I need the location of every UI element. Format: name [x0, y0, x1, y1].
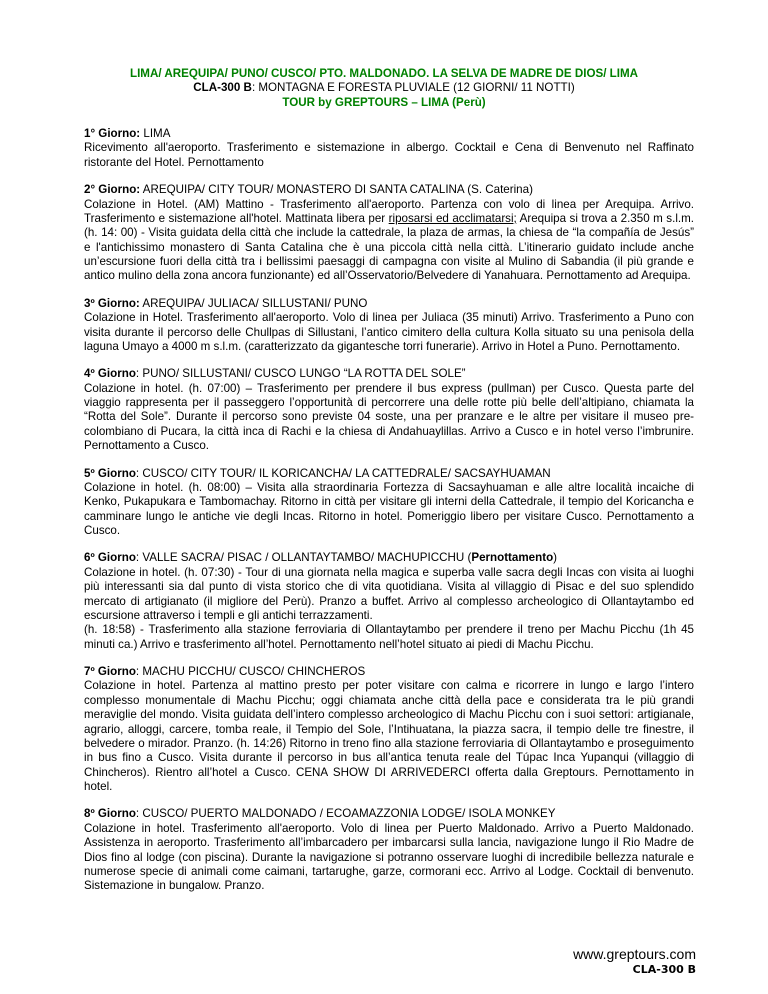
day-3 — [84, 297, 694, 355]
day-4 — [84, 367, 694, 453]
day-title — [84, 367, 694, 381]
day-7 — [84, 665, 694, 794]
day-label: 3º Giorno: — [84, 296, 140, 310]
day-label: 8º Giorno — [84, 807, 136, 821]
day-5 — [84, 467, 694, 539]
day-heading-bold: Pernottamento — [471, 551, 554, 565]
day-heading: : MACHU PICCHU/ CUSCO/ CHINCHEROS — [135, 665, 366, 678]
tour-operator: TOUR by GREPTOURS – LIMA (Perù) — [282, 95, 486, 109]
page-footer — [573, 946, 696, 977]
day-title — [84, 183, 694, 197]
day-heading: AREQUIPA/ JULIACA/ SILLUSTANI/ PUNO — [139, 296, 368, 310]
day-text: Colazione in hotel. Trasferimento all'aeroporto. Volo di linea per Puerto Maldonado. Arrivo a Puerto Maldonado. Assistenza in aeroporto. Trasferimento all’imbarcadero per imbarcarsi sulla lancia, navigazione lungo il Rio Madre de Dios fino al lodge (con piscina). Durante la navigazione si potranno osservare luoghi di incredibile bellezza naturale e numerose specie di animali come caimani, tartarughe, garze, cormorani ecc. Arrivo al Lodge. Cocktail di benvenuto. Sistemazione in bungalow. Pranzo. — [84, 821, 694, 893]
day-title — [84, 551, 694, 565]
day-8 — [84, 807, 694, 893]
day-text: Colazione in hotel. (h. 08:00) – Visita alla straordinaria Fortezza di Sacsayhuaman e alle altre località incaiche di Kenko, Pukapukara e Tambomachay. Ritorno in città per visitare gli interni della Cattedrale, il tempio del Koricancha e camminare lungo le antiche vie degli Incas. Ritorno in hotel. Pomeriggio libero per visitare Cusco. Pernottamento a Cusco. — [84, 480, 694, 537]
tour-description: : MONTAGNA E FORESTA PLUVIALE (12 GIORNI/ 11 NOTTI) — [251, 81, 575, 95]
day-1 — [84, 127, 694, 170]
day-heading-end: ) — [553, 551, 558, 565]
day-heading: LIMA — [140, 127, 171, 140]
document-header — [0, 67, 768, 110]
day-title — [84, 665, 694, 679]
day-heading: : PUNO/ SILLUSTANI/ CUSCO LUNGO “LA ROTTA DEL SOLE” — [135, 367, 466, 381]
day-text: Ricevimento all'aeroporto. Trasferimento e sistemazione in albergo. Cocktail e Cena di Benvenuto nel Raffinato ristorante del Hotel. Pernottamento — [84, 141, 694, 169]
day-label: 4º Giorno — [84, 367, 136, 381]
day-text-continued: (h. 18:58) - Trasferimento alla stazione ferroviaria di Ollantaytambo per prendere il treno per Machu Picchu (1h 45 minuti ca.) Arrivo e trasferimento all’hotel. Pernottamento nell’hotel situato ai piedi di Machu Picchu. — [84, 623, 694, 651]
day-title — [84, 807, 694, 821]
tour-code: CLA-300 B — [193, 81, 252, 95]
day-heading: : VALLE SACRA/ PISAC / OLLANTAYTAMBO/ MACHUPICCHU ( — [135, 551, 472, 565]
day-6 — [84, 551, 694, 652]
underlined-text: riposarsi ed acclimatarsi; — [388, 211, 517, 225]
day-title — [84, 467, 694, 481]
day-text-part: Arequipa si trova a 2.350 m s.l.m. (h. 14: 00) - Visita guidata della città che include la cattedrale, la plaza de armas, la chiesa de “la compañía de Jesús” e l'antichissimo monastero di Santa Catalina che è una piccola città nella città. L’itinerario guidato include anche un’escursione fuori della città tra i bellissimi paesaggi di campagna con visite al Mulino di Sabandia (il più grande e antico mulino della zona ancora funzionante) ed all’Osservatorio/Belvedere di Yanahuara. Pernottamento ad Arequipa. — [84, 211, 694, 283]
day-title — [84, 297, 694, 311]
day-text: Colazione in hotel. Partenza al mattino presto per poter visitare con calma e ricorrere in lungo e largo l’intero complesso monumentale di Machu Picchu; oggi chiamata anche città della pace e considerata tra le più grandi meraviglie del mondo. Visita guidata dell’intero complesso archeologico di Machu Picchu con i suoi settori: artigianale, agrario, alloggi, carcere, tomba reale, il Tempio del Sole, l’Intihuatana, la piazza sacra, il tempio delle tre finestre, il belvedere o mirador. Pranzo. (h. 14:26) Ritorno in treno fino alla stazione ferroviaria di Ollantaytambo e proseguimento in bus fino a Cusco. Visita durante il percorso in bus all’antica tenuta reale del Túpac Inca Yupanqui (villaggio di Chincheros). Rientro all’hotel a Cusco. CENA SHOW DI ARRIVEDERCI offerta dalla Greptours. Pernottamento in hotel. — [84, 679, 694, 793]
day-heading: AREQUIPA/ CITY TOUR/ MONASTERO DI SANTA CATALINA (S. Caterina) — [140, 183, 533, 197]
day-text: Colazione in hotel. (h. 07:00) – Trasferimento per prendere il bus express (pullman) per Cusco. Questa parte del viaggio rappresenta per il passeggero l’opportunità di percorrere una delle rotte più belle dell’altipiano, chiamata la “Rotta del Sole”. Durante il percorso sono previste 04 soste, una per pranzare e le altre per visitare il museo pre-colombiano di Pucara, la città inca di Rachi e la chiesa di Andahuaylillas. Arrivo a Cusco e in hotel verso l’imbrunire. Pernottamento a Cusco. — [84, 381, 694, 453]
tour-subtitle — [0, 81, 768, 95]
day-label: 5º Giorno — [84, 466, 136, 480]
day-heading: : CUSCO/ CITY TOUR/ IL KORICANCHA/ LA CATTEDRALE/ SACSAYHUAMAN — [135, 466, 551, 480]
day-label: 1° Giorno: — [84, 127, 141, 140]
day-text — [84, 198, 694, 284]
day-label: 2° Giorno: — [84, 183, 141, 197]
route-title: LIMA/ AREQUIPA/ PUNO/ CUSCO/ PTO. MALDONADO. LA SELVA DE MADRE DE DIOS/ LIMA — [130, 67, 638, 80]
itinerary — [84, 127, 694, 907]
footer-tour-code: CLA-300 B — [632, 963, 696, 977]
website-link[interactable]: www.greptours.com — [573, 946, 696, 962]
day-text: Colazione in Hotel. Trasferimento all'aeroporto. Volo di linea per Juliaca (35 minuti) Arrivo. Trasferimento a Puno con visita durante il percorso delle Chullpas di Sillustani, l’antico cimitero della cultura Kolla situato su una penisola della laguna Umayo a 4000 m s.l.m. (caratterizzato da gigantesche torri funerarie). Arrivo in Hotel a Puno. Pernottamento. — [84, 311, 694, 353]
day-label: 6º Giorno — [84, 551, 136, 565]
day-text: Colazione in hotel. (h. 07:30) - Tour di una giornata nella magica e superba valle sacra degli Incas con visita ai luoghi più interessanti sia dal punto di vista storico che di vita quotidiana. Visita al villaggio di Pisac e del suo splendido mercato di artigianato (il migliore del Perù). Pranzo a buffet. Arrivo al complesso archeologico di Ollantaytambo ed escursione attraverso i templi e gli antichi terrazzamenti. — [84, 565, 694, 622]
day-text-part: Colazione in Hotel. (AM) Mattino - Trasferimento all'aeroporto. Partenza con volo di linea per Arequipa. Arrivo. Trasferimento e sistemazione all'hotel. Mattinata libera per — [84, 197, 694, 225]
day-label: 7º Giorno — [84, 665, 136, 678]
day-title — [84, 127, 694, 141]
day-2 — [84, 183, 694, 284]
day-heading: : CUSCO/ PUERTO MALDONADO / ECOAMAZZONIA LODGE/ ISOLA MONKEY — [135, 807, 556, 821]
